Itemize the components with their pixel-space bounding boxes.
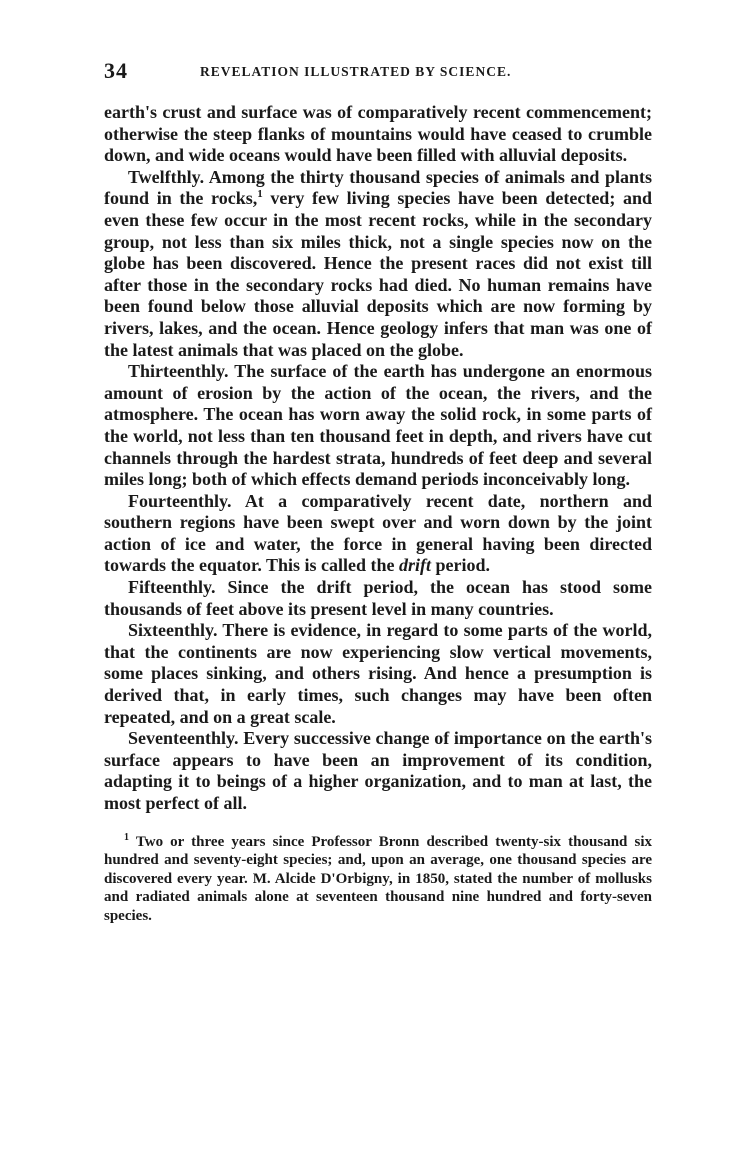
paragraph-continuation: earth's crust and surface was of comparatively recent commencement; otherwise the steep flanks of mountains would have ceased to crumble down, and wide oceans would have been filled with alluvial deposits.	[104, 102, 652, 166]
paragraph-fourteenthly	[104, 491, 652, 577]
paragraph-seventeenthly: Seventeenthly. Every successive change of importance on the earth's surface appears to have been an improvement of its condition, adapting it to beings of a higher organization, and to man at last, the most perfect of all.	[104, 728, 652, 813]
footnote-reference: 1	[257, 188, 263, 201]
paragraph-twelfthly	[104, 167, 652, 361]
paragraph-text: Fourteenthly. At a comparatively recent date, northern and southern regions have been swept over and worn down by the joint action of ice and water, the force in general having been directed towards the equator. This is called the	[104, 490, 652, 576]
footnote-text: Two or three years since Professor Bronn described twenty-six thousand six hundred and seventy-eight species; and, upon an average, one thousand species are discovered every year. M. Alcide D'Orbigny, in 1850, stated the number of mollusks and radiated animals alone at seventeen thousand nine hundred and forty-seven species.	[104, 833, 652, 924]
paragraph-text: period.	[431, 555, 491, 576]
running-head	[104, 58, 652, 88]
italic-term: drift	[399, 555, 432, 576]
book-page	[104, 58, 652, 925]
body-text	[104, 102, 652, 815]
paragraph-text: Twelfthly. Among the thirty thousand species of animals and plants found in the rocks,	[104, 166, 652, 209]
page-number: 34	[104, 58, 128, 83]
paragraph-thirteenthly: Thirteenthly. The surface of the earth has undergone an enormous amount of erosion by the action of the ocean, the rivers, and the atmosphere. The ocean has worn away the solid rock, in some parts of the world, not less than ten thousand feet in depth, and rivers have cut channels through the hardest strata, hundreds of feet deep and several miles long; both of which effects demand periods inconceivably long.	[104, 361, 652, 490]
paragraph-text: very few living species have been detected; and even these few occur in the most recent rocks, while in the secondary group, not less than six miles thick, not a single species now on the globe has been discovered. Hence the present races did not exist till after those in the secondary rocks had died. No human remains have been found below those alluvial deposits which are now forming by rivers, lakes, and the ocean. Hence geology infers that man was one of the latest animals that was placed on the globe.	[104, 188, 653, 360]
footnote	[104, 833, 652, 926]
paragraph-fifteenthly: Fifteenthly. Since the drift period, the ocean has stood some thousands of feet above its present level in many countries.	[104, 577, 652, 619]
running-title: REVELATION ILLUSTRATED BY SCIENCE.	[200, 64, 512, 79]
footnote-mark: 1	[124, 831, 129, 843]
paragraph-sixteenthly: Sixteenthly. There is evidence, in regard to some parts of the world, that the continents are now experiencing slow vertical movements, some places sinking, and others rising. And hence a presumption is derived that, in early times, such changes may have been often repeated, and on a great scale.	[104, 620, 652, 727]
